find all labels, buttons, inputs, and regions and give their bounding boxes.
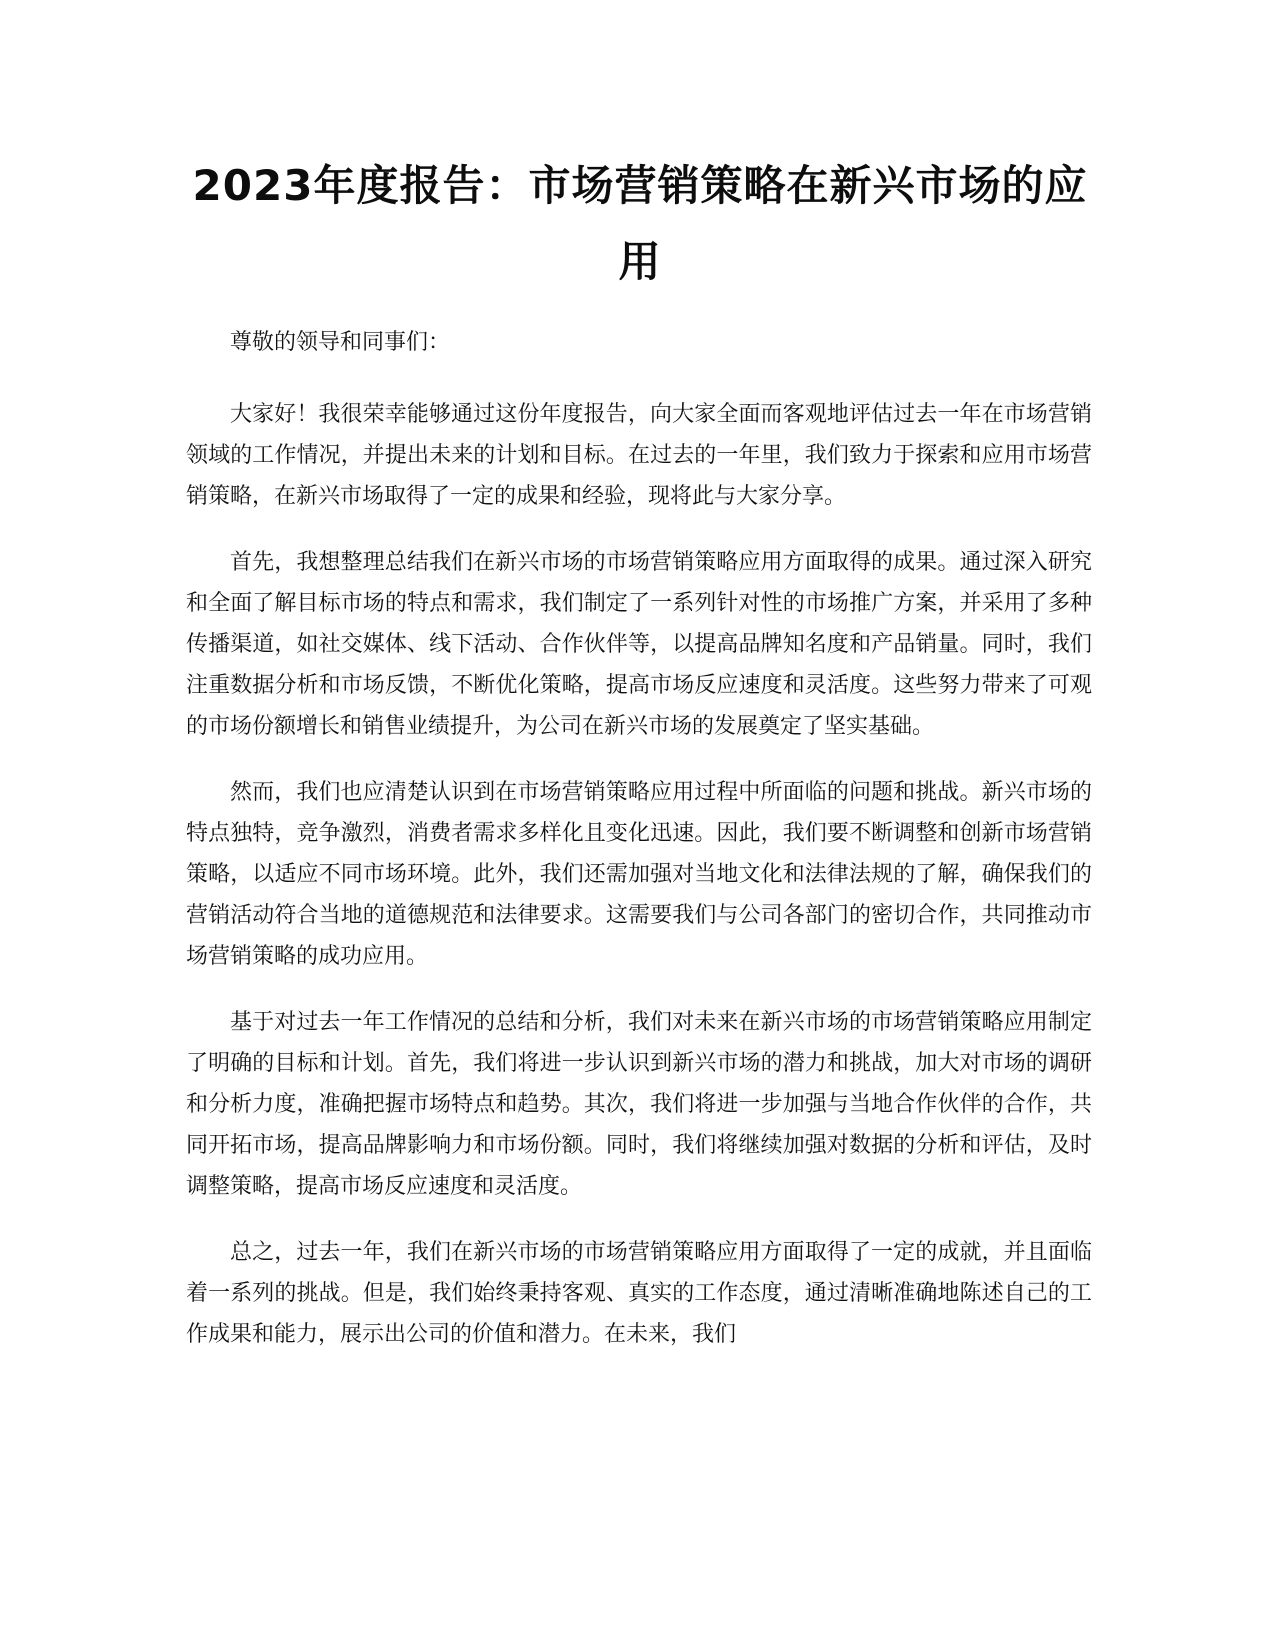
body-paragraph-achievements: 首先，我想整理总结我们在新兴市场的市场营销策略应用方面取得的成果。通过深入研究和全面了解目标市场的特点和需求，我们制定了一系列针对性的市场推广方案，并采用了多种传播渠道，如社交媒体、线下活动、合作伙伴等，以提高品牌知名度和产品销量。同时，我们注重数据分析和市场反馈，不断优化策略，提高市场反应速度和灵活度。这些努力带来了可观的市场份额增长和销售业绩提升，为公司在新兴市场的发展奠定了坚实基础。 <box>186 550 1092 739</box>
body-paragraph-plans: 基于对过去一年工作情况的总结和分析，我们对未来在新兴市场的市场营销策略应用制定了明确的目标和计划。首先，我们将进一步认识到新兴市场的潜力和挑战，加大对市场的调研和分析力度，准确把握市场特点和趋势。其次，我们将进一步加强与当地合作伙伴的合作，共同开拓市场，提高品牌影响力和市场份额。同时，我们将继续加强对数据的分析和评估，及时调整策略，提高市场反应速度和灵活度。 <box>186 1010 1092 1199</box>
salutation-paragraph: 尊敬的领导和同事们： <box>230 330 451 355</box>
body-paragraph-challenges: 然而，我们也应清楚认识到在市场营销策略应用过程中所面临的问题和挑战。新兴市场的特点独特，竞争激烈，消费者需求多样化且变化迅速。因此，我们要不断调整和创新市场营销策略，以适应不同市场环境。此外，我们还需加强对当地文化和法律法规的了解，确保我们的营销活动符合当地的道德规范和法律要求。这需要我们与公司各部门的密切合作，共同推动市场营销策略的成功应用。 <box>186 780 1092 969</box>
document-title: 2023年度报告：市场营销策略在新兴市场的应用 <box>192 161 1088 286</box>
body-paragraph-intro: 大家好！我很荣幸能够通过这份年度报告，向大家全面而客观地评估过去一年在市场营销领域的工作情况，并提出未来的计划和目标。在过去的一年里，我们致力于探索和应用市场营销策略，在新兴市场取得了一定的成果和经验，现将此与大家分享。 <box>186 402 1092 509</box>
document-body <box>186 322 1092 1380</box>
body-paragraph-conclusion: 总之，过去一年，我们在新兴市场的市场营销策略应用方面取得了一定的成就，并且面临着一系列的挑战。但是，我们始终秉持客观、真实的工作态度，通过清晰准确地陈述自己的工作成果和能力，展示出公司的价值和潜力。在未来，我们 <box>186 1240 1092 1347</box>
